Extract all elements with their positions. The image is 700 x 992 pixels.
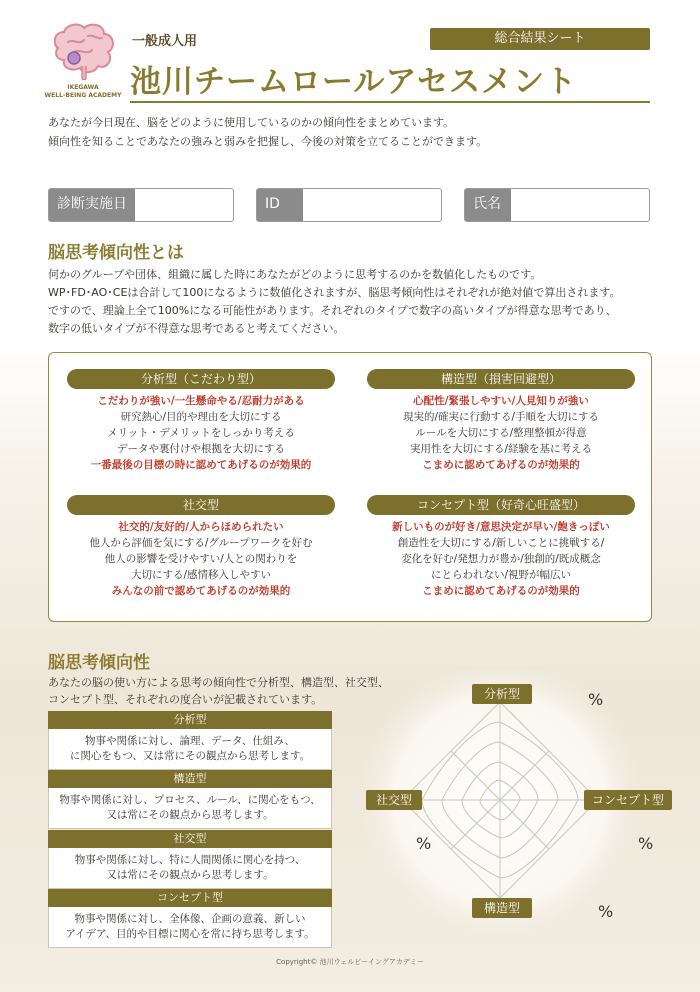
about-line: 何かのグループや団体、組織に属した時にあなたがどのように思考するのかを数値化したものです。 bbox=[48, 268, 542, 281]
type-body-line: にとらわれない/視野が幅広い bbox=[430, 569, 572, 581]
section-heading-tendency: 脳思考傾向性 bbox=[48, 653, 150, 673]
type-name-pill: 社交型 bbox=[67, 495, 335, 515]
tendency-description bbox=[48, 674, 389, 708]
about-line: 数字の低いタイプが不得意な思考であると考えてください。 bbox=[48, 322, 345, 335]
type-name-pill: コンセプト型（好奇心旺盛型） bbox=[367, 495, 635, 515]
type-body-line: 創造性を大切にする/新しいことに挑戦する/ bbox=[397, 537, 605, 549]
type-name-pill: 構造型（損害回避型） bbox=[367, 369, 635, 389]
type-body-line: ルールを大切にする/整理整頓が得意 bbox=[415, 427, 587, 439]
card-analytic bbox=[48, 711, 332, 770]
type-advice: こまめに認めてあげるのが効果的 bbox=[422, 459, 580, 471]
section-heading-about: 脳思考傾向性とは bbox=[48, 243, 184, 263]
about-paragraph bbox=[48, 266, 621, 338]
type-advice: こまめに認めてあげるのが効果的 bbox=[422, 585, 580, 597]
type-name-pill: 分析型（こだわり型） bbox=[67, 369, 335, 389]
card-line: 又は常にその観点から思考します。 bbox=[106, 869, 274, 881]
academy-logo bbox=[44, 18, 122, 106]
type-body-line: 現実的/確実に行動する/手順を大切にする bbox=[402, 411, 600, 423]
type-advice: 一番最後の目標の時に認めてあげるのが効果的 bbox=[90, 459, 312, 471]
title-divider bbox=[130, 101, 650, 103]
name-field[interactable] bbox=[464, 188, 650, 222]
card-body bbox=[48, 848, 332, 889]
card-body bbox=[48, 729, 332, 770]
card-line: 物事や関係に対し、特に人間関係に関心を持つ、 bbox=[74, 854, 306, 866]
type-body-line: 実用性を大切にする/経験を基に考える bbox=[409, 443, 593, 455]
type-tagline: 心配性/緊張しやすい/人見知りが強い bbox=[413, 395, 589, 407]
copyright: Copyright© 池川ウェルビーイングアカデミー bbox=[276, 958, 424, 966]
type-body-line: メリット・デメリットをしっかり考える bbox=[107, 427, 295, 439]
radar-chart bbox=[350, 670, 680, 940]
card-line: 又は常にその観点から思考します。 bbox=[106, 809, 274, 821]
card-concept bbox=[48, 889, 332, 948]
diagnosis-date-field[interactable] bbox=[48, 188, 234, 222]
logo-caption-line1: IKEGAWA bbox=[67, 84, 99, 91]
radar-label-structure: 構造型 bbox=[472, 898, 532, 918]
field-label: 氏名 bbox=[465, 189, 511, 221]
card-header: 分析型 bbox=[48, 711, 332, 729]
card-line: アイデア、目的や目標に関心を常に持ち思考します。 bbox=[65, 928, 315, 940]
radar-label-social: 社交型 bbox=[366, 790, 422, 810]
type-tagline: 社交的/友好的/人からほめられたい bbox=[118, 521, 284, 533]
card-body bbox=[48, 788, 332, 829]
type-tagline: 新しいものが好き/意思決定が早い/飽きっぽい bbox=[392, 521, 610, 533]
card-line: に関心をもつ、又は常にその観点から思考します。 bbox=[69, 750, 311, 762]
types-panel bbox=[48, 352, 652, 622]
type-body-line: 変化を好む/発想力が豊か/独創的/既成概念 bbox=[401, 553, 601, 565]
card-header: コンセプト型 bbox=[48, 889, 332, 907]
sheet-tag: 総合結果シート bbox=[430, 28, 650, 50]
field-label: ID bbox=[257, 189, 303, 221]
card-body bbox=[48, 907, 332, 948]
type-body-line: 他人の影響を受けやすい/人との関わりを bbox=[104, 553, 298, 565]
type-advice: みんなの前で認めてあげるのが効果的 bbox=[111, 585, 291, 597]
card-line: 物事や関係に対し、論理、データ、仕組み、 bbox=[85, 735, 295, 747]
type-body-line: 研究熱心/目的や理由を大切にする bbox=[120, 411, 282, 423]
type-body-line: 他人から評価を気にする/グループワークを好む bbox=[89, 537, 313, 549]
audience-label: 一般成人用 bbox=[132, 34, 198, 49]
intro-text bbox=[48, 113, 487, 151]
field-label: 診断実施日 bbox=[49, 189, 135, 221]
type-tagline: こだわりが強い/一生懸命やる/忍耐力がある bbox=[97, 395, 305, 407]
percent-social: % bbox=[416, 834, 432, 853]
percent-analytic: % bbox=[588, 690, 604, 709]
card-header: 社交型 bbox=[48, 830, 332, 848]
brain-icon bbox=[44, 18, 122, 84]
percent-structure: % bbox=[598, 902, 614, 921]
radar-label-concept: コンセプト型 bbox=[584, 790, 672, 810]
card-social bbox=[48, 830, 332, 889]
intro-line: あなたが今日現在、脳をどのように使用しているのかの傾向性をまとめています。 bbox=[48, 116, 455, 129]
about-line: WP･FD･AO･CEは合計して100になるように数値化されますが、脳思考傾向性はそれぞれが絶対値で算出されます。 bbox=[48, 286, 621, 299]
type-body-line: データや裏付けや根拠を大切にする bbox=[117, 443, 285, 455]
type-structure bbox=[367, 369, 635, 473]
type-concept bbox=[367, 495, 635, 599]
logo-caption bbox=[44, 84, 122, 100]
id-field[interactable] bbox=[256, 188, 442, 222]
radar-label-analytic: 分析型 bbox=[472, 684, 532, 704]
card-line: 物事や関係に対し、全体像、企画の意義、新しい bbox=[74, 913, 306, 925]
about-line: ですので、理論上全て100%になる可能性があります。それぞれのタイプで数字の高いタイプが得意な思考であり、 bbox=[48, 304, 617, 317]
page-title: 池川チームロールアセスメント bbox=[130, 64, 578, 100]
card-structure bbox=[48, 770, 332, 829]
card-line: 物事や関係に対し、プロセス、ルール、に関心をもつ、 bbox=[59, 794, 321, 806]
percent-concept: % bbox=[638, 834, 654, 853]
intro-line: 傾向性を知ることであなたの強みと弱みを把握し、今後の対策を立てることができます。 bbox=[48, 135, 488, 148]
type-analytic bbox=[67, 369, 335, 473]
type-social bbox=[67, 495, 335, 599]
logo-caption-line2: WELL-BEING ACADEMY bbox=[44, 92, 122, 99]
tendency-desc-line: あなたの脳の使い方による思考の傾向性で分析型、構造型、社交型、 bbox=[48, 676, 389, 689]
type-body-line: 大切にする/感情移入しやすい bbox=[130, 569, 272, 581]
tendency-desc-line: コンセプト型、それぞれの度合いが記載されています。 bbox=[48, 693, 323, 706]
card-header: 構造型 bbox=[48, 770, 332, 788]
